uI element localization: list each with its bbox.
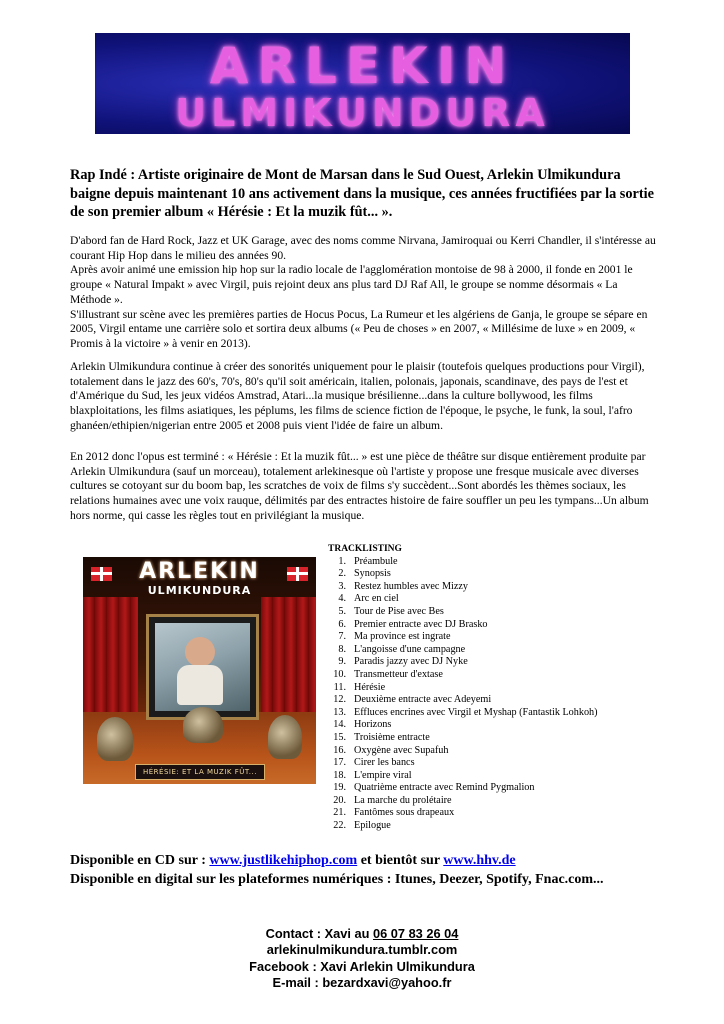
influences-paragraph bbox=[70, 360, 660, 434]
track-item bbox=[320, 631, 660, 644]
portrait-photo bbox=[155, 623, 250, 711]
bio-paragraph: Après avoir animé une emission hip hop sur la radio locale de l'agglomération montoise de 98 à 2000, il fonde en 2001 le groupe « Natural Impakt » avec Virgil, puis rejoint deux ans plus tard DJ Raf All, le groupe se nomme désormais « La Méthode ». bbox=[70, 263, 633, 306]
track-item bbox=[320, 770, 660, 783]
track-item bbox=[320, 581, 660, 594]
track-item bbox=[320, 682, 660, 695]
track-item bbox=[320, 656, 660, 669]
hhv-link[interactable]: www.hhv.de bbox=[443, 853, 516, 868]
track-item bbox=[320, 619, 660, 632]
track-number: 4. bbox=[338, 593, 346, 605]
availability-section bbox=[70, 852, 670, 889]
track-item bbox=[320, 694, 660, 707]
track-title: Tour de Pise avec Bes bbox=[354, 605, 444, 617]
track-item bbox=[320, 669, 660, 682]
track-item bbox=[320, 757, 660, 770]
track-number: 16. bbox=[333, 744, 346, 756]
track-number: 5. bbox=[338, 605, 346, 617]
creature-center bbox=[183, 707, 223, 743]
album-paragraph bbox=[70, 450, 660, 524]
track-number: 3. bbox=[338, 580, 346, 592]
track-number: 19. bbox=[333, 782, 346, 794]
justlikehiphop-link[interactable]: www.justlikehiphop.com bbox=[209, 853, 358, 868]
track-title: Oxygène avec Supafuh bbox=[354, 744, 449, 756]
cover-album-title-banner: HÉRÉSIE: ET LA MUZIK FÛT... bbox=[135, 764, 265, 780]
track-title: Horizons bbox=[354, 719, 392, 731]
bio-section bbox=[70, 234, 660, 352]
track-number: 10. bbox=[333, 668, 346, 680]
track-number: 7. bbox=[338, 631, 346, 643]
track-title: Restez humbles avec Mizzy bbox=[354, 580, 469, 592]
track-number: 14. bbox=[333, 719, 346, 731]
cd-prefix: Disponible en CD sur : bbox=[70, 853, 210, 868]
cd-availability-line bbox=[70, 852, 670, 871]
track-number: 6. bbox=[338, 618, 346, 630]
portrait-frame bbox=[146, 614, 259, 720]
track-number: 15. bbox=[333, 731, 346, 743]
track-number: 17. bbox=[333, 757, 346, 769]
track-title: Transmetteur d'extase bbox=[354, 668, 443, 680]
track-title: Hérésie bbox=[354, 681, 386, 693]
artist-logo-banner bbox=[95, 33, 630, 134]
track-title: La marche du prolétaire bbox=[354, 794, 452, 806]
track-title: Epilogue bbox=[354, 820, 391, 832]
track-item bbox=[320, 568, 660, 581]
track-title: Cirer les bancs bbox=[354, 757, 415, 769]
bio-paragraph: D'abord fan de Hard Rock, Jazz et UK Garage, avec des noms comme Nirvana, Jamiroquai ou Kerri Chandler, il s'intéresse au courant Hip Hop dans le milieu des années 90. bbox=[70, 234, 656, 262]
track-item bbox=[320, 807, 660, 820]
track-item bbox=[320, 593, 660, 606]
track-item bbox=[320, 556, 660, 569]
track-item bbox=[320, 732, 660, 745]
contact-section bbox=[0, 926, 724, 991]
track-title: L'empire viral bbox=[354, 769, 412, 781]
track-title: Préambule bbox=[354, 555, 398, 567]
track-item bbox=[320, 719, 660, 732]
logo-line-ulmikundura: ULMIKUNDURA bbox=[175, 91, 550, 134]
cover-subtitle: ULMIKUNDURA bbox=[147, 584, 252, 597]
contact-phone-line bbox=[0, 926, 724, 942]
track-number: 20. bbox=[333, 794, 346, 806]
track-number: 8. bbox=[338, 643, 346, 655]
creature-left bbox=[97, 717, 133, 761]
contact-prefix: Contact : Xavi au bbox=[265, 926, 373, 941]
curtain-right bbox=[261, 597, 316, 717]
track-item bbox=[320, 644, 660, 657]
creature-right bbox=[268, 715, 302, 759]
track-title: Synopsis bbox=[354, 568, 391, 580]
facebook-line: Facebook : Xavi Arlekin Ulmikundura bbox=[249, 958, 475, 974]
track-title: Arc en ciel bbox=[354, 593, 399, 605]
track-item bbox=[320, 606, 660, 619]
cd-middle-text: et bientôt sur bbox=[357, 853, 444, 868]
track-title: Paradis jazzy avec DJ Nyke bbox=[354, 656, 468, 668]
track-list bbox=[320, 556, 660, 833]
tumblr-line: arlekinulmikundura.tumblr.com bbox=[266, 942, 458, 958]
cover-title: ARLEKIN bbox=[139, 559, 260, 584]
track-number: 11. bbox=[333, 681, 346, 693]
track-number: 2. bbox=[338, 568, 346, 580]
digital-availability-line: Disponible en digital sur les plateformes numériques : Itunes, Deezer, Spotify, Fnac.com... bbox=[70, 871, 604, 887]
track-item bbox=[320, 782, 660, 795]
track-item bbox=[320, 707, 660, 720]
track-number: 9. bbox=[338, 656, 346, 668]
phone-number[interactable]: 06 07 83 26 04 bbox=[372, 926, 459, 941]
track-title: Quatrième entracte avec Remind Pygmalion bbox=[354, 782, 535, 794]
track-number: 18. bbox=[333, 769, 346, 781]
email-line: E-mail : bezardxavi@yahoo.fr bbox=[272, 974, 452, 990]
track-number: 1. bbox=[338, 555, 346, 567]
track-title: Premier entracte avec DJ Brasko bbox=[354, 618, 488, 630]
track-item bbox=[320, 795, 660, 808]
curtain-left bbox=[83, 597, 138, 717]
track-number: 21. bbox=[333, 807, 346, 819]
track-number: 12. bbox=[333, 694, 346, 706]
track-title: Deuxième entracte avec Adeyemi bbox=[354, 694, 492, 706]
influences-text: Arlekin Ulmikundura continue à créer des sonorités uniquement pour le plaisir (toutefois quelques productions pour Virgil), totalement dans le jazz des 60's, 70's, 80's qu'il soit américain, italien, polonais, japonais, scandinave, des pays de l'est et d'Amérique du Sud, les jeux vidéos Amstrad, Atari...la musique brésilienne...dans la culture bollywood, les films blaxploitations, les films asiatiques, les péplums, les films de science fiction de l'époque, le psyche, le funk, la soul, l'afro ghanéen/ethipien/nigerian entre 2005 et 2008 puis vient l'idée de faire un album. bbox=[70, 360, 645, 432]
album-cover bbox=[83, 557, 316, 784]
logo-line-arlekin: ARLEKIN bbox=[209, 37, 516, 95]
intro-paragraph: Rap Indé : Artiste originaire de Mont de Marsan dans le Sud Ouest, Arlekin Ulmikundura baigne depuis maintenant 10 ans activement dans la musique, ces années fructifiées par la sortie de son premier album « Hérésie : Et la muzik fût... ». bbox=[70, 167, 654, 220]
figure-head bbox=[185, 637, 215, 667]
track-item bbox=[320, 820, 660, 833]
tracklist bbox=[320, 543, 660, 833]
track-number: 22. bbox=[333, 820, 346, 832]
track-title: Effluces encrines avec Virgil et Myshap (Fantastik Lohkoh) bbox=[354, 706, 598, 718]
track-number: 13. bbox=[333, 706, 346, 718]
figure-body bbox=[177, 665, 223, 705]
bio-paragraph: S'illustrant sur scène avec les premières parties de Hocus Pocus, La Rumeur et les algériens de Ganja, le groupe se sépare en 2005, Virgil entame une carrière solo et sortira deux albums (« Peu de choses » en 2007, « Millésime de luxe » en 2009, « Promis à la victoire » à venir en 2013). bbox=[70, 307, 648, 350]
track-item bbox=[320, 745, 660, 758]
track-title: L'angoisse d'une campagne bbox=[354, 643, 466, 655]
track-title: Fantômes sous drapeaux bbox=[354, 807, 455, 819]
tracklist-header: TRACKLISTING bbox=[328, 544, 402, 554]
track-title: Ma province est ingrate bbox=[354, 631, 451, 643]
track-title: Troisième entracte bbox=[354, 731, 430, 743]
album-text: En 2012 donc l'opus est terminé : « Hérésie : Et la muzik fût... » est une pièce de théâtre sur disque entièrement produite par Arlekin Ulmikundura (sauf un morceau), totalement arlekinesque où l'artiste y propose une fresque musicale avec diverses cultures se cotoyant sur du boom bap, les scratches de voix de films s'y succèdent...Sont abordés les thèmes sociaux, les relations humaines avec une voix rauque, délimités par des entractes histoire de faire souffler un peu les tympans...Un album hors norme, qui casse les règles tout en privilégiant la musique. bbox=[70, 450, 649, 522]
